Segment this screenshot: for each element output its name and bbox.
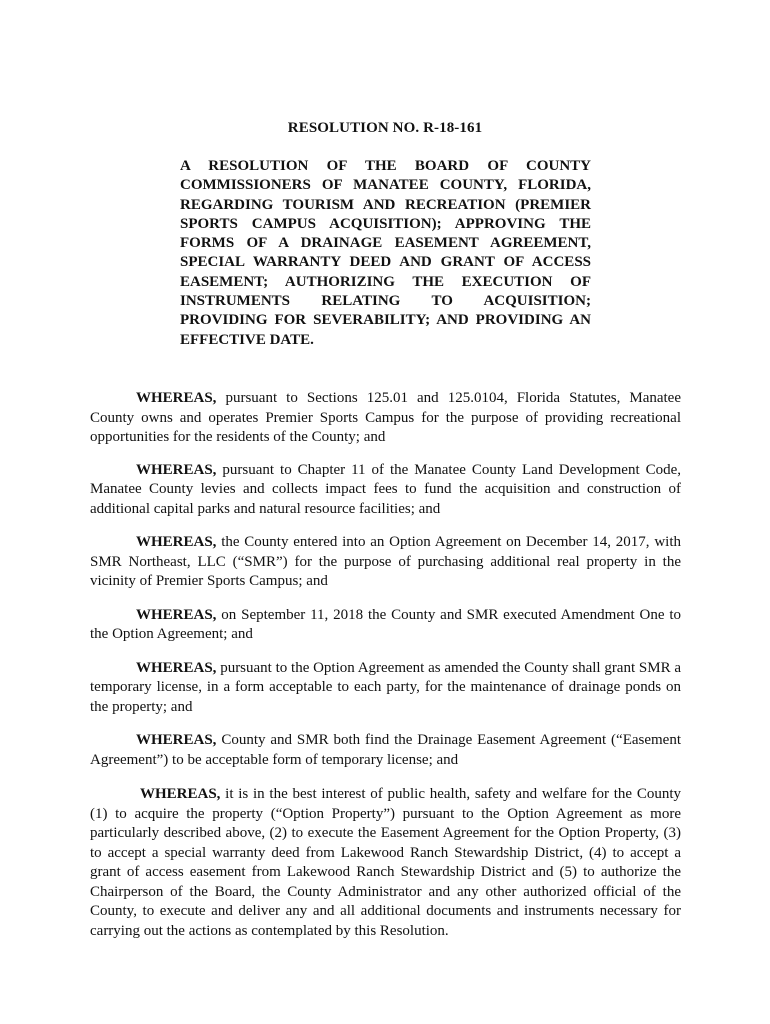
resolution-caption: A RESOLUTION OF THE BOARD OF COUNTY COMMISSIONERS OF MANATEE COUNTY, FLORIDA, REGARDING TOURISM AND RECREATION (PREMIER SPORTS CAMPUS ACQUISITION); APPROVING THE FORMS OF A DRAINAGE EASEMENT AGREEMENT, SPECIAL WARRANTY DEED AND GRANT OF ACCESS EASEMENT; AUTHORIZING THE EXECUTION OF INSTRUMENTS RELATING TO ACQUISITION; PROVIDING FOR SEVERABILITY; AND PROVIDING AN EFFECTIVE DATE. [180, 158, 591, 348]
clause-keyword: WHEREAS, [136, 461, 217, 478]
clause-text: pursuant to Chapter 11 of the Manatee County Land Development Code, Manatee County levies and collects impact fees to fund the acquisition and construction of additional capital parks and natural resource facilities; and [90, 461, 681, 517]
clause-text: the County entered into an Option Agreement on December 14, 2017, with SMR Northeast, LLC (“SMR”) for the purpose of purchasing additional real property in the vicinity of Premier Sports Campus; and [90, 534, 681, 589]
clause-text: pursuant to Sections 125.01 and 125.0104, Florida Statutes, Manatee County owns and operates Premier Sports Campus for the purpose of providing recreational opportunities for the residents of the County; and [90, 390, 681, 445]
clause-keyword: WHEREAS, [136, 534, 217, 550]
whereas-clause-4 [90, 606, 681, 645]
clause-text: County and SMR both find the Drainage Easement Agreement (“Easement Agreement”) to be acceptable form of temporary license; and [90, 732, 681, 768]
whereas-clause-5 [90, 659, 681, 718]
whereas-clause-7 [90, 785, 681, 941]
whereas-clause-3 [90, 533, 681, 592]
resolution-number: RESOLUTION NO. R-18-161 [287, 120, 483, 136]
clause-text: pursuant to the Option Agreement as amended the County shall grant SMR a temporary license, in a form acceptable to each party, for the maintenance of drainage ponds on the property; and [90, 659, 681, 715]
whereas-clauses [90, 389, 681, 956]
clause-keyword: WHEREAS, [140, 786, 221, 802]
clause-keyword: WHEREAS, [136, 732, 217, 748]
clause-text: on September 11, 2018 the County and SMR executed Amendment One to the Option Agreement; and [90, 606, 681, 642]
whereas-clause-1 [90, 389, 681, 448]
whereas-clause-6 [90, 731, 681, 770]
clause-keyword: WHEREAS, [136, 606, 217, 623]
clause-text: it is in the best interest of public health, safety and welfare for the County (1) to acquire the property (“Option Property”) pursuant to the Option Agreement as more particularly described above, (2) to execute the Easement Agreement for the Option Property, (3) to accept a special warranty deed from Lakewood Ranch Stewardship District, (4) to accept a grant of access easement from Lakewood Ranch Stewardship District and (5) to authorize the Chairperson of the Board, the County Administrator and any other authorized official of the County, to execute and deliver any and all additional documents and instruments necessary for carrying out the actions as contemplated by this Resolution. [90, 786, 681, 939]
clause-keyword: WHEREAS, [136, 659, 217, 676]
clause-keyword: WHEREAS, [136, 390, 217, 406]
whereas-clause-2 [90, 461, 681, 520]
